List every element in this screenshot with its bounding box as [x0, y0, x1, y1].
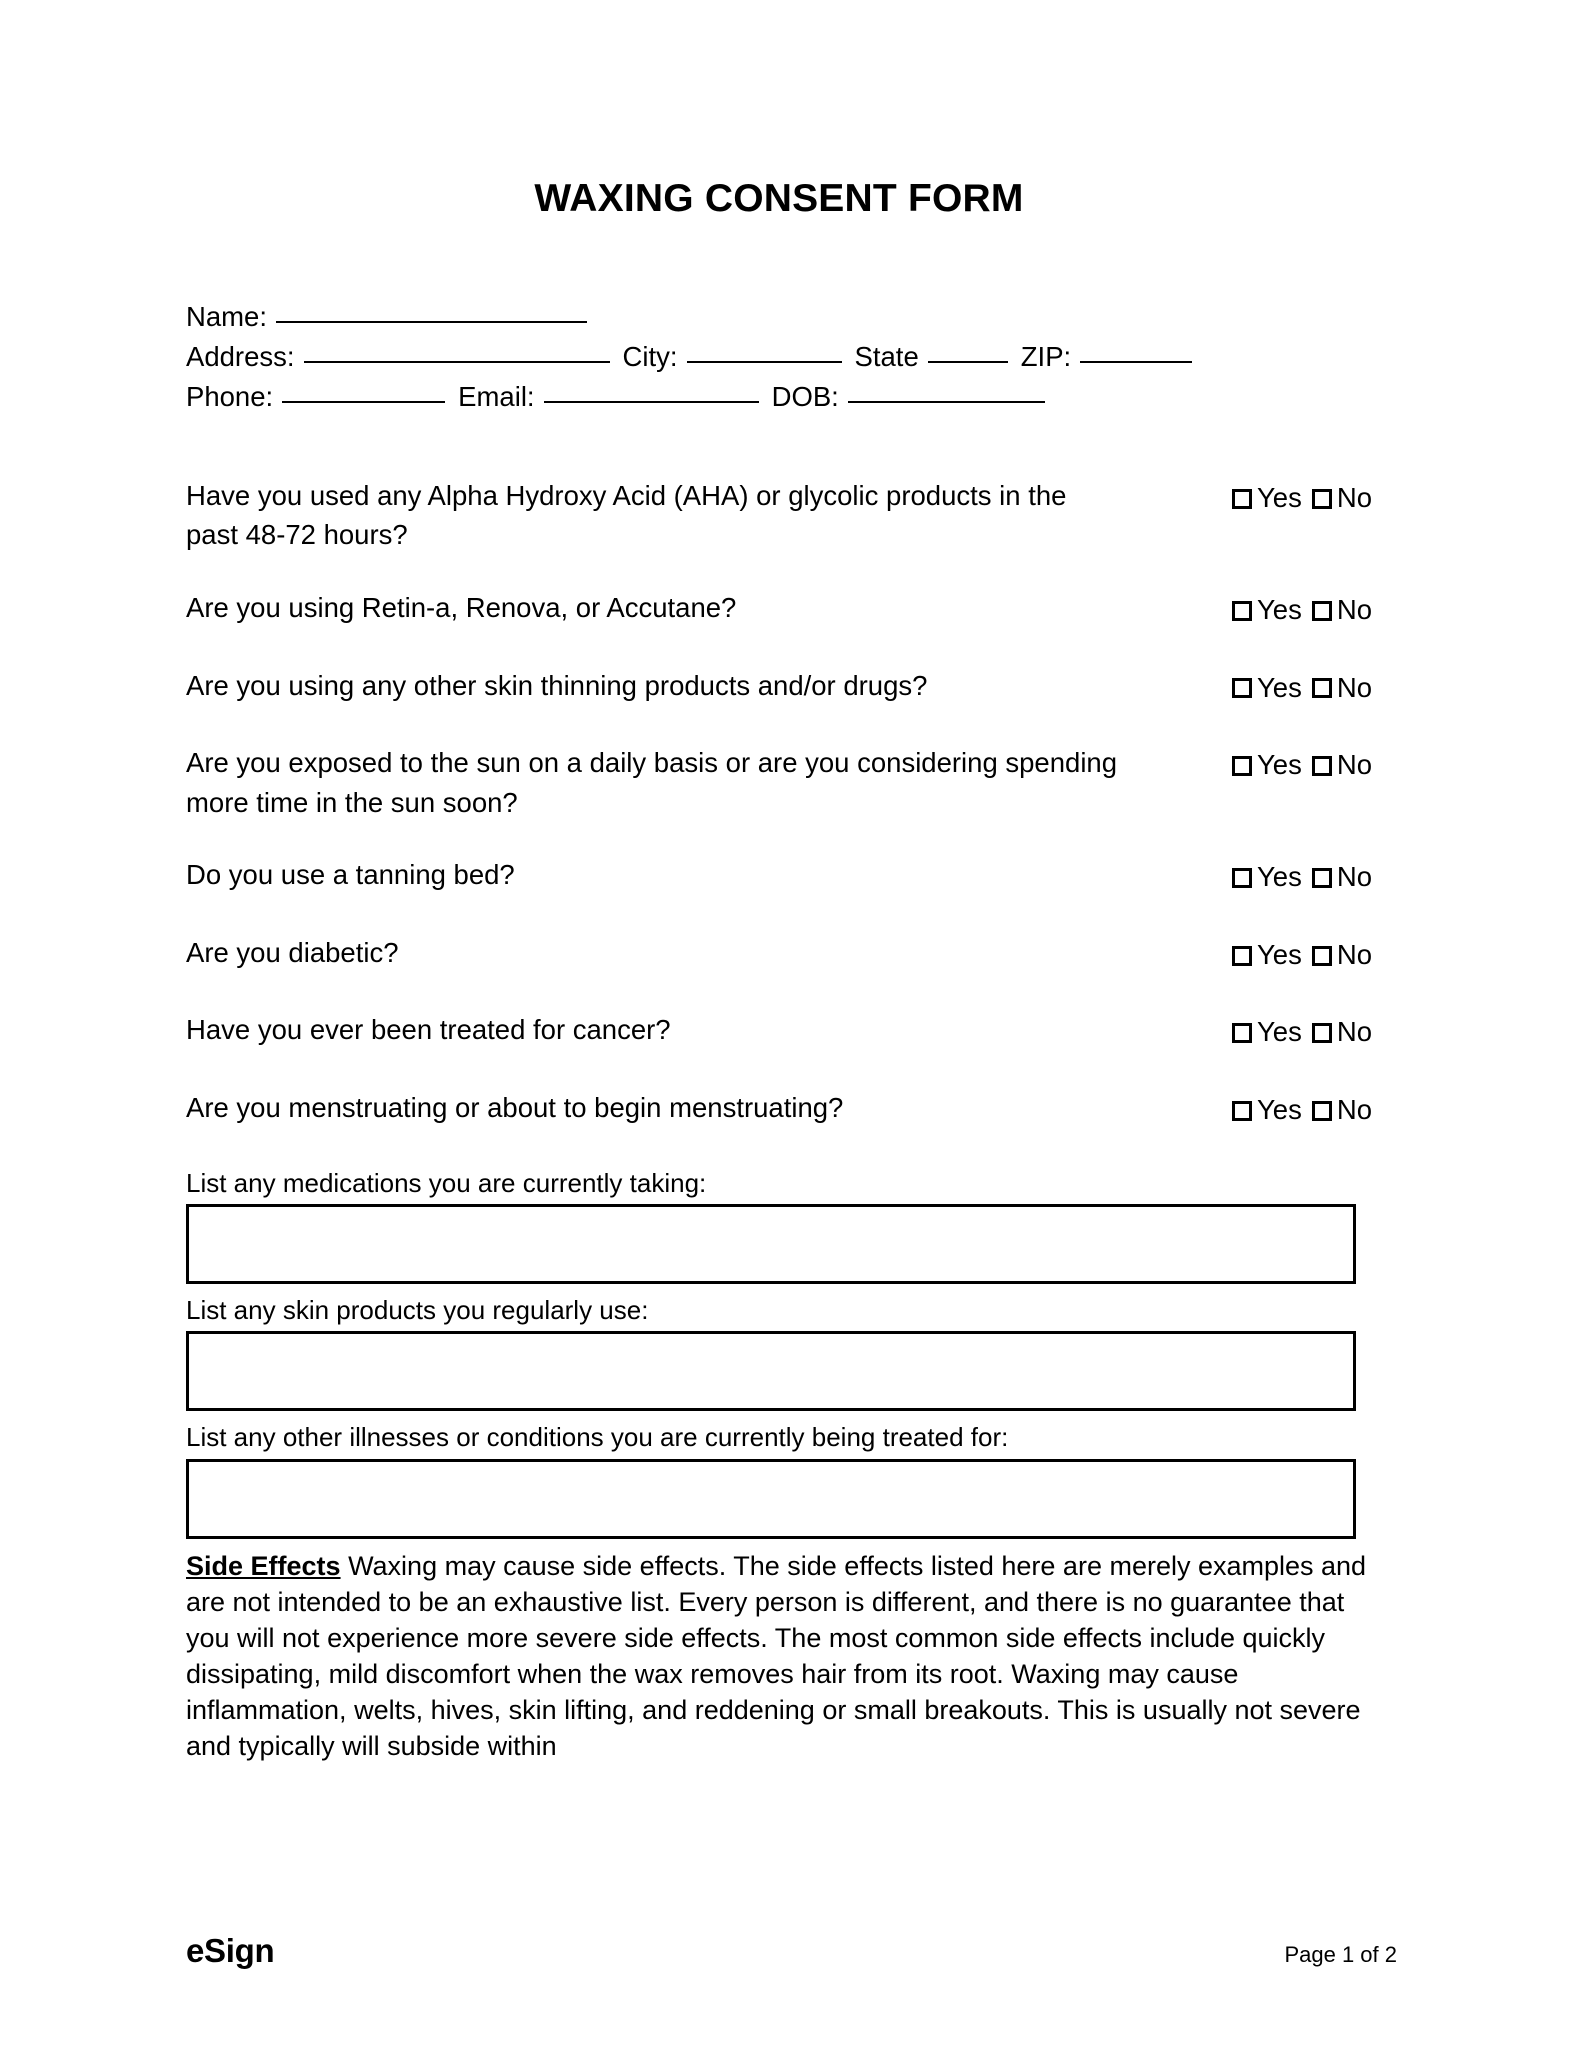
page-footer: [186, 1932, 1397, 1970]
page-title: WAXING CONSENT FORM: [534, 177, 1024, 220]
email-input[interactable]: [544, 400, 759, 403]
illnesses-label: List any other illnesses or conditions you are currently being treated for:: [186, 1422, 1009, 1453]
name-input[interactable]: [276, 320, 587, 323]
no-label: No: [1336, 749, 1372, 781]
side-effects-paragraph: [186, 1548, 1372, 1764]
side-effects-body: Waxing may cause side effects. The side effects listed here are merely examples and are not intended to be an exhaustive list. Every person is different, and there is no guarantee that you will not experience more severe side effects. The most common side effects include quickly dissipating, mild discomfort when the wax removes hair from its root. Waxing may cause inflammation, welts, hives, skin lifting, and reddening or small breakouts. This is usually not severe and typically will subside within: [186, 1550, 1367, 1761]
no-label: No: [1336, 938, 1372, 970]
medications-textarea[interactable]: [186, 1204, 1356, 1284]
illnesses-textarea[interactable]: [186, 1459, 1356, 1539]
yes-label: Yes: [1256, 861, 1302, 893]
name-label: Name:: [186, 300, 267, 332]
question-row: [186, 855, 1372, 897]
address-input[interactable]: [304, 360, 610, 363]
question-text: Have you used any Alpha Hydroxy Acid (AHA) or glycolic products in the past 48-72 hours?: [186, 479, 1067, 551]
document-body: [186, 0, 1372, 1791]
no-label: No: [1336, 1094, 1372, 1126]
name-line: [186, 297, 1372, 337]
esign-logo: eSign: [186, 1932, 275, 1969]
page-number: Page 1 of 2: [1284, 1942, 1397, 1967]
checkbox-yes[interactable]: [1232, 946, 1252, 966]
no-label: No: [1336, 593, 1372, 625]
checkbox-no[interactable]: [1312, 1101, 1332, 1121]
checkbox-no[interactable]: [1312, 601, 1332, 621]
question-text: Are you using Retin-a, Renova, or Accutane?: [186, 591, 737, 623]
side-effects-heading: Side Effects: [186, 1550, 341, 1581]
checkbox-no[interactable]: [1312, 756, 1332, 776]
illnesses-block: [186, 1420, 1372, 1538]
question-answers: [1232, 1088, 1372, 1130]
yes-label: Yes: [1256, 749, 1302, 781]
question-text: Are you exposed to the sun on a daily basis or are you considering spending more time in the sun soon?: [186, 747, 1118, 818]
state-label: State: [854, 341, 919, 373]
address-label: Address:: [186, 341, 295, 373]
medications-label: List any medications you are currently taking:: [186, 1167, 707, 1198]
checkbox-yes[interactable]: [1232, 756, 1252, 776]
skin-products-label: List any skin products you regularly use:: [186, 1294, 649, 1325]
checkbox-no[interactable]: [1312, 868, 1332, 888]
checkbox-no[interactable]: [1312, 1023, 1332, 1043]
checkbox-yes[interactable]: [1232, 601, 1252, 621]
checkbox-yes[interactable]: [1232, 1101, 1252, 1121]
skin-products-block: [186, 1293, 1372, 1411]
question-answers: [1232, 743, 1372, 785]
question-row: [186, 1088, 1372, 1130]
question-answers: [1232, 476, 1372, 518]
address-line: [186, 337, 1372, 377]
question-text: Are you diabetic?: [186, 936, 399, 968]
yes-label: Yes: [1256, 593, 1302, 625]
checkbox-no[interactable]: [1312, 946, 1332, 966]
zip-input[interactable]: [1080, 360, 1192, 363]
question-answers: [1232, 588, 1372, 630]
phone-label: Phone:: [186, 381, 274, 413]
dob-input[interactable]: [848, 400, 1045, 403]
yes-label: Yes: [1256, 671, 1302, 703]
question-row: [186, 743, 1372, 822]
question-row: [186, 1010, 1372, 1052]
yes-label: Yes: [1256, 481, 1302, 513]
question-answers: [1232, 1010, 1372, 1052]
yes-label: Yes: [1256, 1094, 1302, 1126]
city-input[interactable]: [687, 360, 842, 363]
no-label: No: [1336, 671, 1372, 703]
identity-fields: [186, 297, 1372, 418]
yes-label: Yes: [1256, 1016, 1302, 1048]
dob-label: DOB:: [771, 381, 839, 413]
no-label: No: [1336, 481, 1372, 513]
zip-label: ZIP:: [1020, 341, 1072, 373]
question-row: [186, 933, 1372, 975]
question-text: Do you use a tanning bed?: [186, 859, 515, 891]
question-row: [186, 588, 1372, 630]
yes-label: Yes: [1256, 938, 1302, 970]
question-row: [186, 476, 1372, 555]
email-label: Email:: [458, 381, 535, 413]
contact-line: [186, 377, 1372, 417]
city-label: City:: [622, 341, 678, 373]
state-input[interactable]: [928, 360, 1008, 363]
no-label: No: [1336, 861, 1372, 893]
no-label: No: [1336, 1016, 1372, 1048]
question-text: Are you menstruating or about to begin menstruating?: [186, 1092, 844, 1124]
question-answers: [1232, 933, 1372, 975]
question-answers: [1232, 666, 1372, 708]
question-text: Have you ever been treated for cancer?: [186, 1014, 671, 1046]
question-text: Are you using any other skin thinning products and/or drugs?: [186, 669, 928, 701]
question-answers: [1232, 855, 1372, 897]
checkbox-yes[interactable]: [1232, 1023, 1252, 1043]
checkbox-yes[interactable]: [1232, 868, 1252, 888]
question-row: [186, 666, 1372, 708]
checkbox-no[interactable]: [1312, 678, 1332, 698]
checkbox-no[interactable]: [1312, 489, 1332, 509]
checkbox-yes[interactable]: [1232, 489, 1252, 509]
medications-block: [186, 1166, 1372, 1284]
phone-input[interactable]: [282, 400, 445, 403]
skin-products-textarea[interactable]: [186, 1331, 1356, 1411]
checkbox-yes[interactable]: [1232, 678, 1252, 698]
questionnaire: [186, 476, 1372, 1130]
